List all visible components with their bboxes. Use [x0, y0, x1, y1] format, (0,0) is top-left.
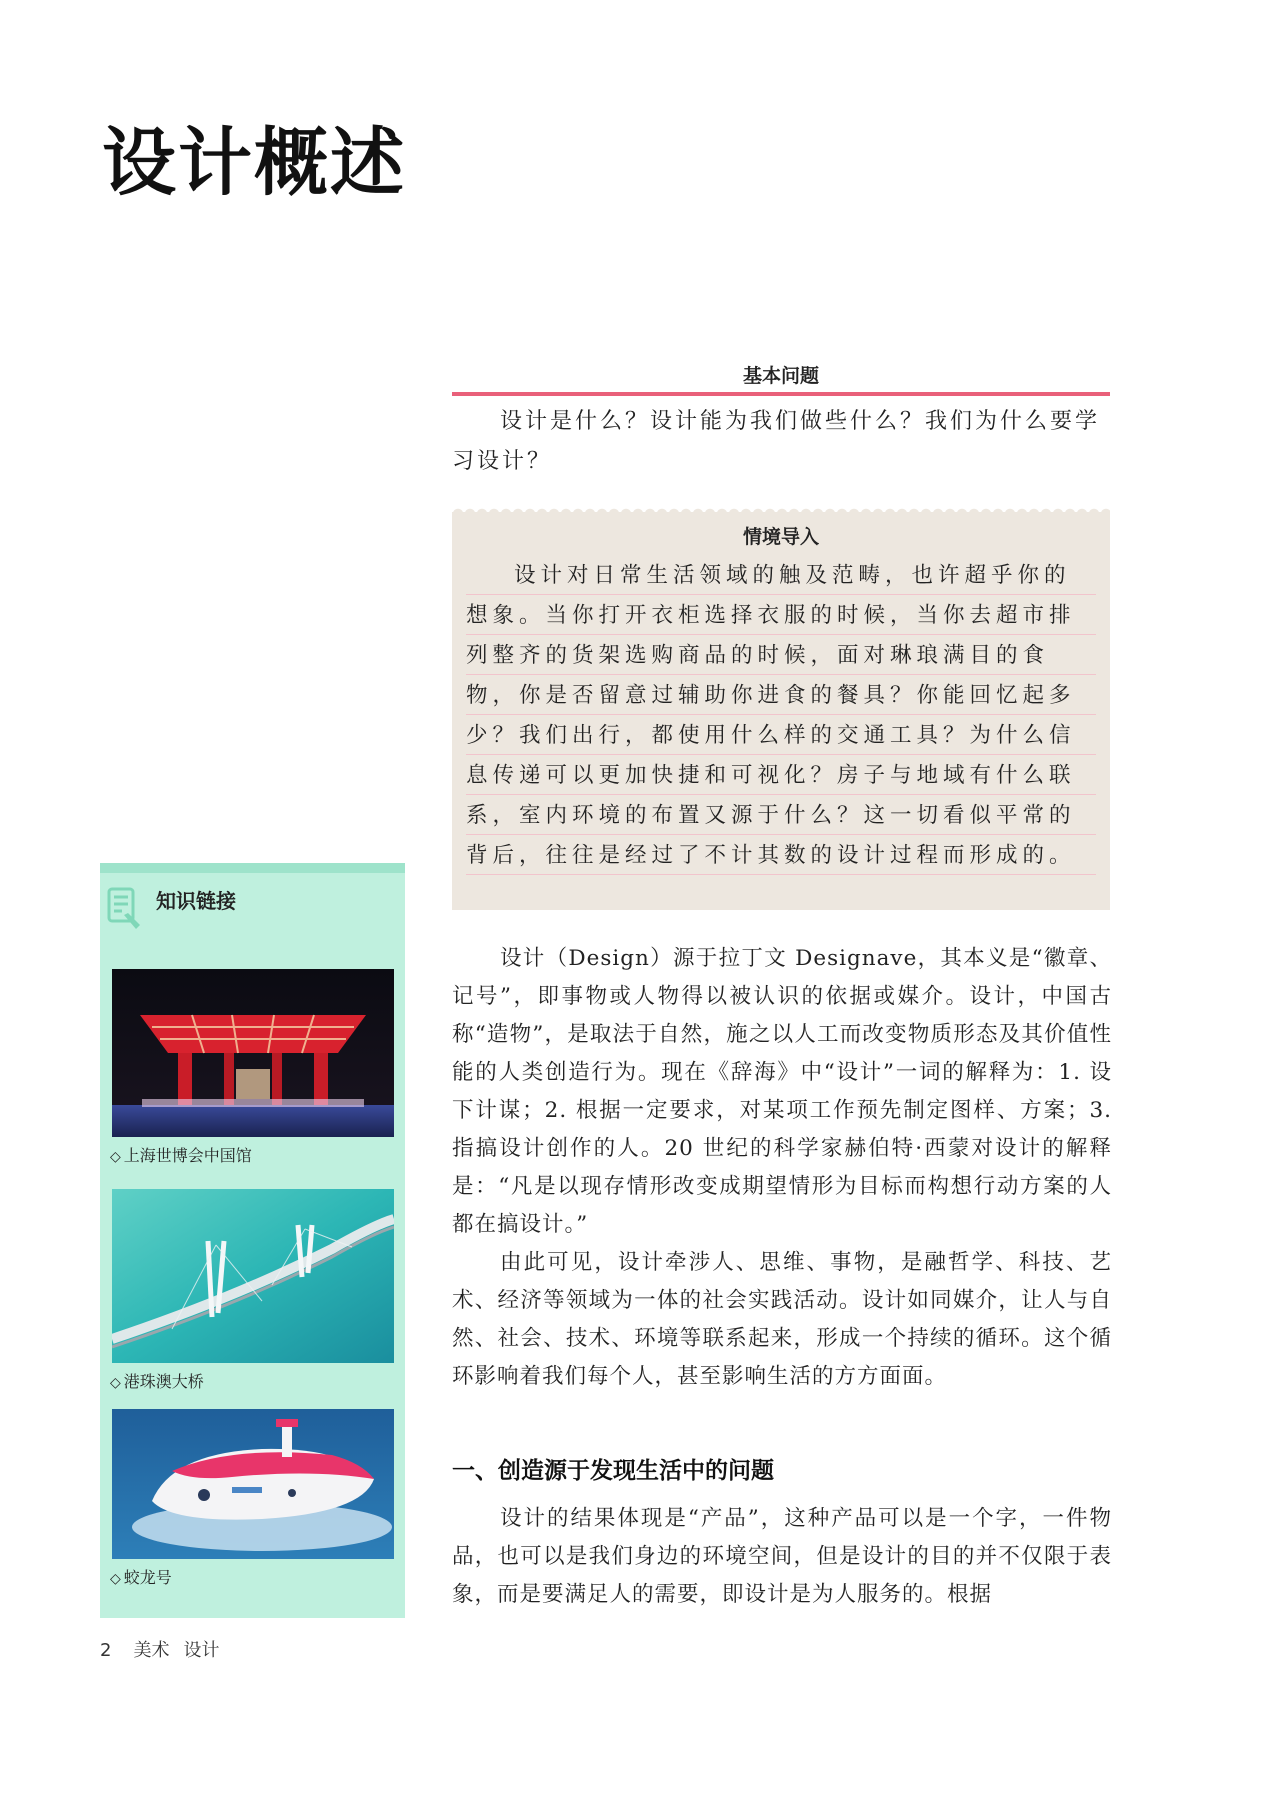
page-number: 2	[100, 1640, 112, 1661]
basic-question-section	[452, 362, 1110, 482]
body-paragraph: 设计（Design）源于拉丁文 Designave，其本义是“徽章、记号”，即事物或人物得以被认识的依据或媒介。设计，中国古称“造物”，是取法于自然，施之以人工而改变物质形态及其价值性能的人类创造行为。现在《辞海》中“设计”一词的解释为：1. 设下计谋；2. 根据一定要求，对某项工作预先制定图样、方案；3. 指搞设计创作的人。20 世纪的科学家赫伯特·西蒙对设计的解释是：“凡是以现存情形改变成期望情形为目标而构想行动方案的人都在搞设计。”	[452, 946, 1112, 1237]
section-heading: 一、创造源于发现生活中的问题	[452, 1458, 774, 1484]
heading-rule	[452, 392, 1110, 396]
footer-book: 设计	[183, 1640, 220, 1661]
submersible-photo	[112, 1409, 394, 1559]
page-title: 设计概述	[102, 120, 406, 206]
china-pavilion-photo	[112, 969, 394, 1137]
basic-question-text: 设计是什么？设计能为我们做些什么？我们为什么要学习设计？	[452, 409, 1101, 474]
knowledge-link-title: 知识链接	[156, 889, 236, 913]
bullet-icon: ◇	[110, 1375, 121, 1391]
knowledge-link-sidebar	[100, 863, 405, 1618]
basic-question-heading: 基本问题	[742, 365, 819, 387]
situation-intro-heading: 情境导入	[742, 526, 819, 548]
photo-caption: ◇ 港珠澳大桥	[110, 1372, 204, 1391]
page-footer	[100, 1636, 219, 1662]
section-paragraph: 设计的结果体现是“产品”，这种产品可以是一个字，一件物品，也可以是我们身边的环境空间，但是设计的目的并不仅限于表象，而是要满足人的需要，即设计是为人服务的。根据	[452, 1506, 1112, 1607]
footer-subject: 美术	[133, 1640, 170, 1661]
bullet-icon: ◇	[110, 1571, 121, 1587]
photo-caption: ◇ 蛟龙号	[110, 1568, 172, 1587]
body-text	[452, 940, 1112, 1396]
body-paragraph: 由此可见，设计牵涉人、思维、事物，是融哲学、科技、艺术、经济等领域为一体的社会实践活动。设计如同媒介，让人与自然、社会、技术、环境等联系起来，形成一个持续的循环。这个循环影响着我们每个人，甚至影响生活的方方面面。	[452, 1250, 1112, 1389]
photo-caption: ◇ 上海世博会中国馆	[110, 1146, 252, 1165]
bullet-icon: ◇	[110, 1149, 121, 1165]
situation-intro-text: 设计对日常生活领域的触及范畴，也许超乎你的想象。当你打开衣柜选择衣服的时候，当你去超市排列整齐的货架选购商品的时候，面对琳琅满目的食物，你是否留意过辅助你进食的餐具？你能回忆起多少？我们出行，都使用什么样的交通工具？为什么信息传递可以更加快捷和可视化？房子与地域有什么联系，室内环境的布置又源于什么？这一切看似平常的背后，往往是经过了不计其数的设计过程而形成的。	[466, 556, 1096, 876]
document-magnifier-icon	[106, 885, 146, 937]
bridge-photo	[112, 1189, 394, 1363]
situation-intro-box	[452, 512, 1110, 910]
